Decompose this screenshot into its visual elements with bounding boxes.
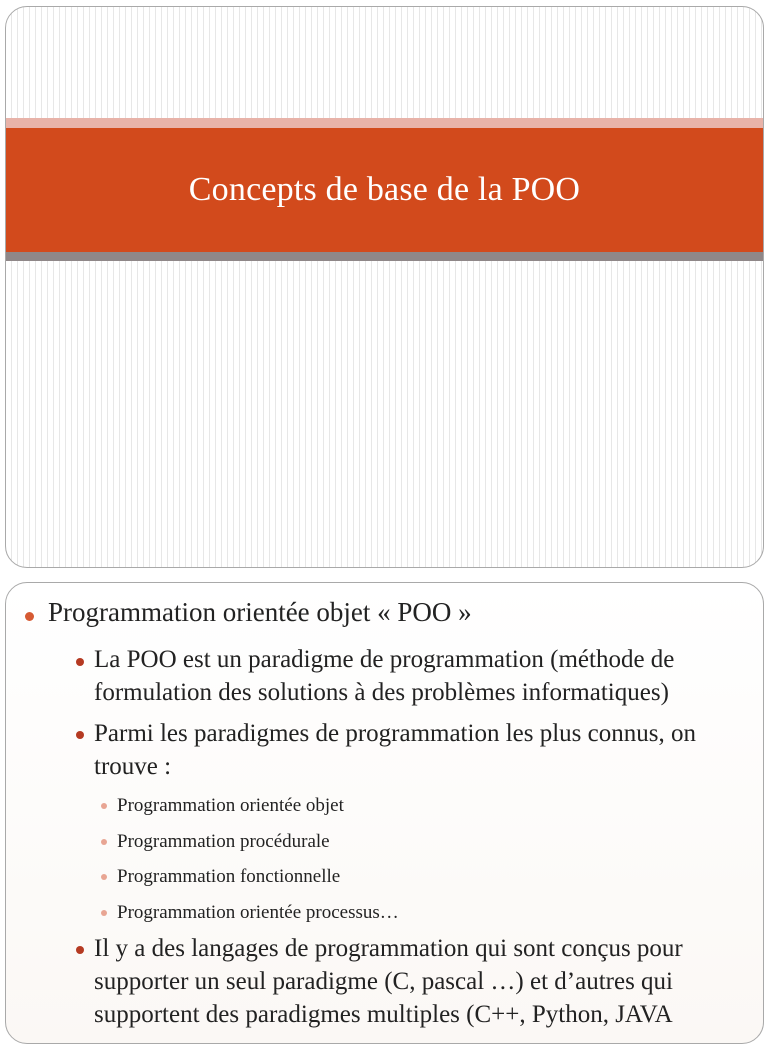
bullet-dot-icon — [76, 946, 84, 954]
slide-heading: Programmation orientée objet « POO » — [48, 597, 472, 627]
title-band — [6, 128, 763, 252]
subpoint-2: Programmation procédurale — [117, 831, 330, 852]
title-band-top-stripe — [6, 118, 763, 128]
point-1: La POO est un paradigme de programmation (méthode de formulation des solutions à des problèmes informatiques) — [94, 646, 675, 706]
point-3: Il y a des langages de programmation qui sont conçus pour supporter un seul paradigme (C, pascal …) et d’autres qui supportent des paradigmes multiples (C++, Python, JAVA — [94, 935, 683, 1028]
sub-bullet-dot-icon — [101, 839, 107, 845]
title-band-bottom-stripe — [6, 252, 763, 261]
subpoint-3: Programmation fonctionnelle — [117, 866, 341, 887]
bullet-dot-icon — [76, 658, 84, 666]
sub-bullet-dot-icon — [101, 910, 107, 916]
bullet-dot-icon — [25, 612, 34, 621]
subpoint-4: Programmation orientée processus… — [117, 902, 399, 923]
sub-bullet-dot-icon — [101, 803, 107, 809]
title-slide — [5, 6, 764, 568]
sub-bullet-dot-icon — [101, 874, 107, 880]
content-slide — [5, 582, 764, 1044]
slide-title: Concepts de base de la POO — [188, 171, 581, 208]
point-2: Parmi les paradigmes de programmation les plus connus, on trouve : — [94, 720, 696, 780]
subpoint-1: Programmation orientée objet — [117, 795, 344, 816]
bullet-dot-icon — [76, 731, 84, 739]
